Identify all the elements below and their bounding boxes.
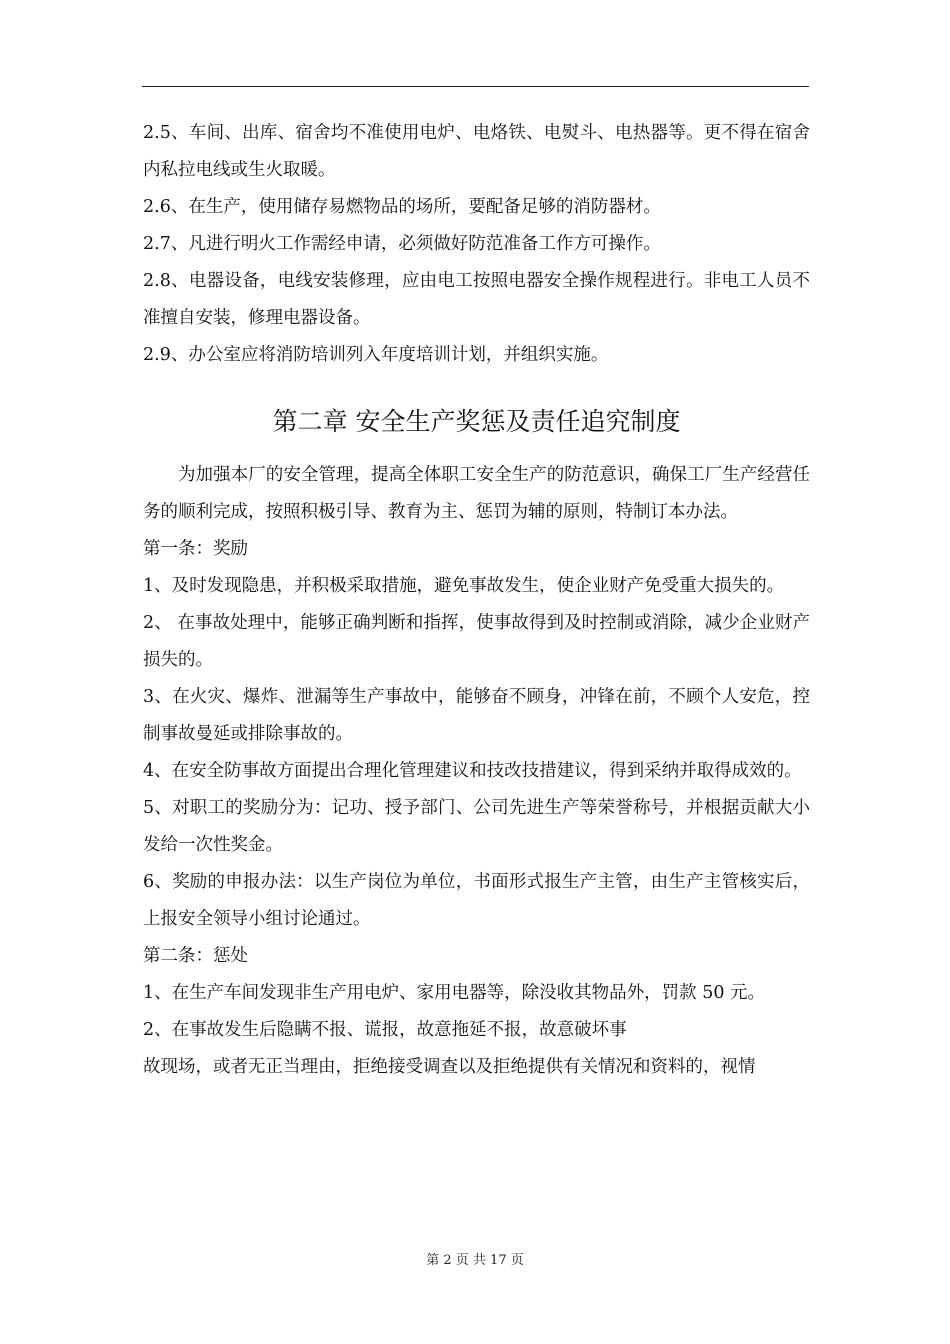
chapter-intro: 为加强本厂的安全管理，提高全体职工安全生产的防范意识，确保工厂生产经营任务的顺利完成，按照积极引导、教育为主、惩罚为辅的原则，特制订本办法。 <box>143 465 810 522</box>
reward-item: 1、及时发现隐患，并积极采取措施，避免事故发生，使企业财产免受重大损失的。 <box>143 576 785 596</box>
section-item-2-7: 2.7、凡进行明火工作需经申请，必须做好防范准备工作方可操作。 <box>143 234 661 254</box>
page-number: 第 2 页 共 17 页 <box>426 1253 524 1268</box>
article2-title: 第二条：惩处 <box>143 946 248 966</box>
section-item-2-6: 2.6、在生产，使用储存易燃物品的场所，要配备足够的消防器材。 <box>143 197 661 217</box>
document-body <box>143 115 810 1086</box>
reward-item: 5、对职工的奖励分为：记功、授予部门、公司先进生产等荣誉称号，并根据贡献大小发给一次性奖金。 <box>143 798 810 855</box>
article1-title: 第一条：奖励 <box>143 539 248 559</box>
reward-item: 3、在火灾、爆炸、泄漏等生产事故中，能够奋不顾身，冲锋在前，不顾个人安危，控制事故曼延或排除事故的。 <box>143 687 810 744</box>
chapter-title: 第二章 安全生产奖惩及责任追究制度 <box>272 407 681 436</box>
reward-item: 2、 在事故处理中，能够正确判断和指挥，使事故得到及时控制或消除，减少企业财产损失的。 <box>143 613 810 670</box>
penalty-item: 1、在生产车间发现非生产用电炉、家用电器等，除没收其物品外，罚款 50 元。 <box>143 983 766 1003</box>
section-item-2-9: 2.9、办公室应将消防培训列入年度培训计划，并组织实施。 <box>143 345 609 365</box>
section-item-2-5: 2.5、车间、出库、宿舍均不准使用电炉、电烙铁、电熨斗、电热器等。更不得在宿舍内私拉电线或生火取暖。 <box>143 123 810 180</box>
section-item-2-8: 2.8、电器设备，电线安装修理，应由电工按照电器安全操作规程进行。非电工人员不准擅自安装，修理电器设备。 <box>143 271 810 328</box>
reward-item: 6、奖励的申报办法：以生产岗位为单位，书面形式报生产主管，由生产主管核实后，上报安全领导小组讨论通过。 <box>143 872 810 929</box>
reward-item: 4、在安全防事故方面提出合理化管理建议和技改技措建议，得到采纳并取得成效的。 <box>143 761 802 781</box>
header-rule <box>142 86 809 87</box>
penalty-item: 2、在事故发生后隐瞒不报、谎报，故意拖延不报，故意破坏事 <box>143 1020 627 1040</box>
penalty-item: 故现场，或者无正当理由，拒绝接受调查以及拒绝提供有关情况和资料的，视情 <box>143 1057 756 1077</box>
